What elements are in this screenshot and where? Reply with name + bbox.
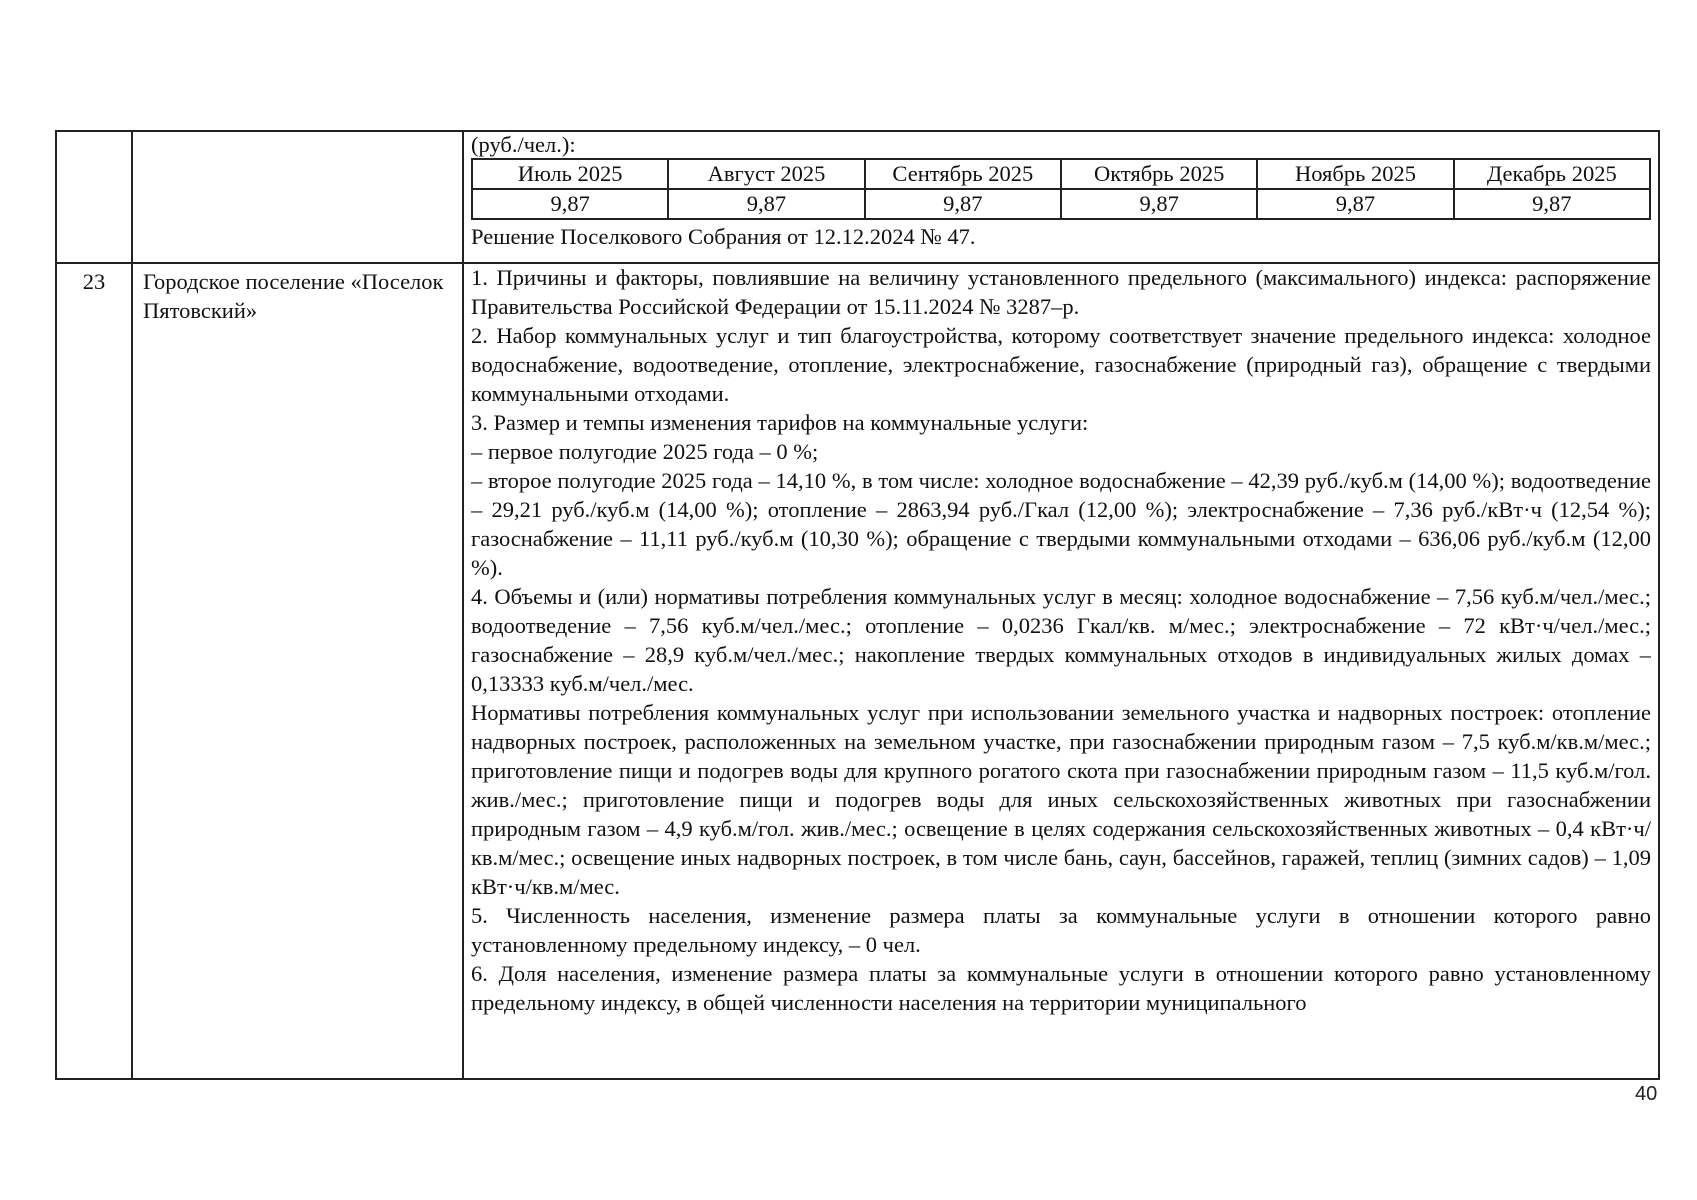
- column-divider-2: [462, 132, 464, 1078]
- paragraph: 2. Набор коммунальных услуг и тип благоустройства, которому соответствует значение предельного индекса: холодное водоснабжение, водоотведение, отопление, электроснабжение, газоснабжение (природный газ), обращение с твердыми коммунальными отходами.: [471, 323, 1651, 406]
- row-number: 23: [82, 269, 106, 294]
- month-value-cell: 9,87: [865, 189, 1061, 219]
- municipality-name: Городское поселение «Поселок Пятовский»: [143, 269, 444, 323]
- row-description: [471, 263, 1651, 1078]
- month-value-cell: 9,87: [1061, 189, 1257, 219]
- paragraph: 4. Объемы и (или) нормативы потребления коммунальных услуг в месяц: холодное водоснабжение – 7,56 куб.м/чел./мес.; водоотведение – 7,56 куб.м/чел./мес.; отопление – 0,0236 Гкал/кв. м/мес.; электроснабжение – 72 кВт·ч/чел./мес.; газоснабжение – 28,9 куб.м/чел./мес.; накопление твердых коммунальных отходов в индивидуальных жилых домах – 0,13333 куб.м/чел./мес.: [471, 584, 1651, 696]
- main-table: [55, 130, 1660, 1080]
- month-header-cell: Декабрь 2025: [1454, 159, 1650, 189]
- paragraph: – второе полугодие 2025 года – 14,10 %, в том числе: холодное водоснабжение – 42,39 руб./куб.м (14,00 %); водоотведение – 29,21 руб./куб.м (14,00 %); отопление – 2863,94 руб./Гкал (12,00 %); электроснабжение – 7,36 руб./кВт·ч (12,54 %); газоснабжение – 11,11 руб./куб.м (10,30 %); обращение с твердыми коммунальными отходами – 636,06 руб./куб.м (12,00 %).: [471, 468, 1651, 580]
- paragraph: Нормативы потребления коммунальных услуг при использовании земельного участка и надворных построек: отопление надворных построек, расположенных на земельном участке, при газоснабжении природным газом – 7,5 куб.м/кв.м/мес.; приготовление пищи и подогрев воды для крупного рогатого скота при газоснабжении природным газом – 11,5 куб.м/гол. жив./мес.; приготовление пищи и подогрев воды для иных сельскохозяйственных животных при газоснабжении природным газом – 4,9 куб.м/гол. жив./мес.; освещение в целях содержания сельскохозяйственных животных – 0,4 кВт·ч/кв.м/мес.; освещение иных надворных построек, в том числе бань, саун, бассейнов, гаражей, теплиц (зимних садов) – 1,09 кВт·ч/кв.м/мес.: [471, 700, 1651, 899]
- top-row-content: [471, 132, 1653, 252]
- paragraph: 5. Численность населения, изменение размера платы за коммунальные услуги в отношении которого равно установленному предельному индексу, – 0 чел.: [471, 903, 1651, 957]
- column-divider-1: [131, 132, 133, 1078]
- month-value-cell: 9,87: [472, 189, 668, 219]
- month-header-cell: Октябрь 2025: [1061, 159, 1257, 189]
- month-header-cell: Август 2025: [668, 159, 864, 189]
- month-value-cell: 9,87: [668, 189, 864, 219]
- paragraph: 3. Размер и темпы изменения тарифов на коммунальные услуги:: [471, 410, 1089, 435]
- monthly-fee-table: [471, 158, 1651, 220]
- paragraph: – первое полугодие 2025 года – 0 %;: [471, 439, 819, 464]
- month-header-row: [472, 159, 1650, 189]
- decision-reference: Решение Поселкового Собрания от 12.12.2024 № 47.: [471, 224, 976, 249]
- paragraph: 6. Доля населения, изменение размера платы за коммунальные услуги в отношении которого равно установленному предельному индексу, в общей численности населения на территории муниципального: [471, 961, 1651, 1015]
- unit-line: (руб./чел.):: [471, 132, 576, 157]
- month-header-cell: Ноябрь 2025: [1257, 159, 1453, 189]
- page-number: 40: [1635, 1083, 1658, 1105]
- month-value-cell: 9,87: [1454, 189, 1650, 219]
- month-header-cell: Июль 2025: [472, 159, 668, 189]
- month-header-cell: Сентябрь 2025: [865, 159, 1061, 189]
- month-value-cell: 9,87: [1257, 189, 1453, 219]
- paragraph: 1. Причины и факторы, повлиявшие на величину установленного предельного (максимального) индекса: распоряжение Правительства Российской Федерации от 15.11.2024 № 3287–р.: [471, 265, 1651, 319]
- month-value-row: [472, 189, 1650, 219]
